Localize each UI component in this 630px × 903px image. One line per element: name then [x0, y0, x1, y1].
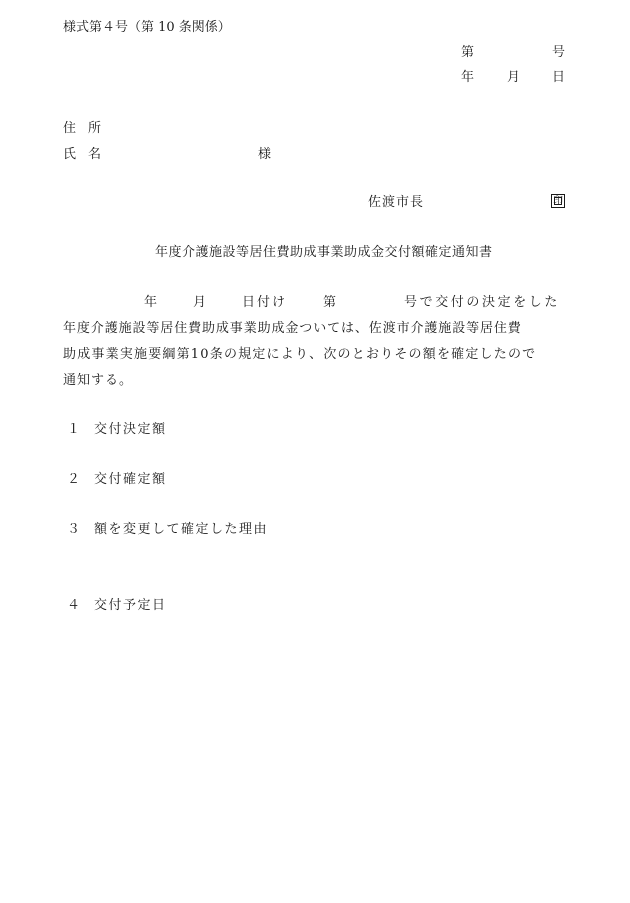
body-line-2: 年度介護施設等居住費助成事業助成金ついては、佐渡市介護施設等居住費 [63, 321, 522, 336]
address-label: 住所 [63, 121, 114, 136]
issuer-title: 佐渡市長 [368, 195, 425, 210]
item-text: 交付予定日 [94, 598, 167, 613]
seal-mark [551, 194, 565, 208]
name-label: 氏名 [63, 147, 114, 162]
item-text: 交付決定額 [94, 422, 167, 437]
item-number: ２ [67, 472, 81, 487]
body-intro-rest: 号で交付の決定をした [404, 295, 561, 310]
date-month-label: 月 [507, 70, 521, 85]
item-number: ３ [67, 522, 81, 537]
body-intro-month: 月 [193, 295, 207, 310]
body-line-3: 助成事業実施要綱第10条の規定により、次のとおりその額を確定したので [63, 347, 537, 362]
form-number: 様式第４号（第 10 条関係） [63, 20, 231, 35]
document-number-prefix: 第 [461, 45, 475, 60]
body-intro-date: 日付け [242, 295, 288, 310]
item-text: 交付確定額 [94, 472, 167, 487]
document-title: 年度介護施設等居住費助成事業助成金交付額確定通知書 [155, 245, 493, 260]
item-number: ４ [67, 598, 81, 613]
body-intro-year: 年 [144, 295, 158, 310]
item-number: １ [67, 422, 81, 437]
date-day-label: 日 [552, 70, 566, 85]
date-year-label: 年 [461, 70, 475, 85]
seal-text: 印 [553, 196, 563, 207]
honorific: 様 [258, 147, 272, 162]
body-intro-number: 第 [323, 295, 337, 310]
document-number-suffix: 号 [552, 45, 566, 60]
item-text: 額を変更して確定した理由 [94, 522, 269, 537]
body-line-4: 通知する。 [63, 373, 134, 388]
